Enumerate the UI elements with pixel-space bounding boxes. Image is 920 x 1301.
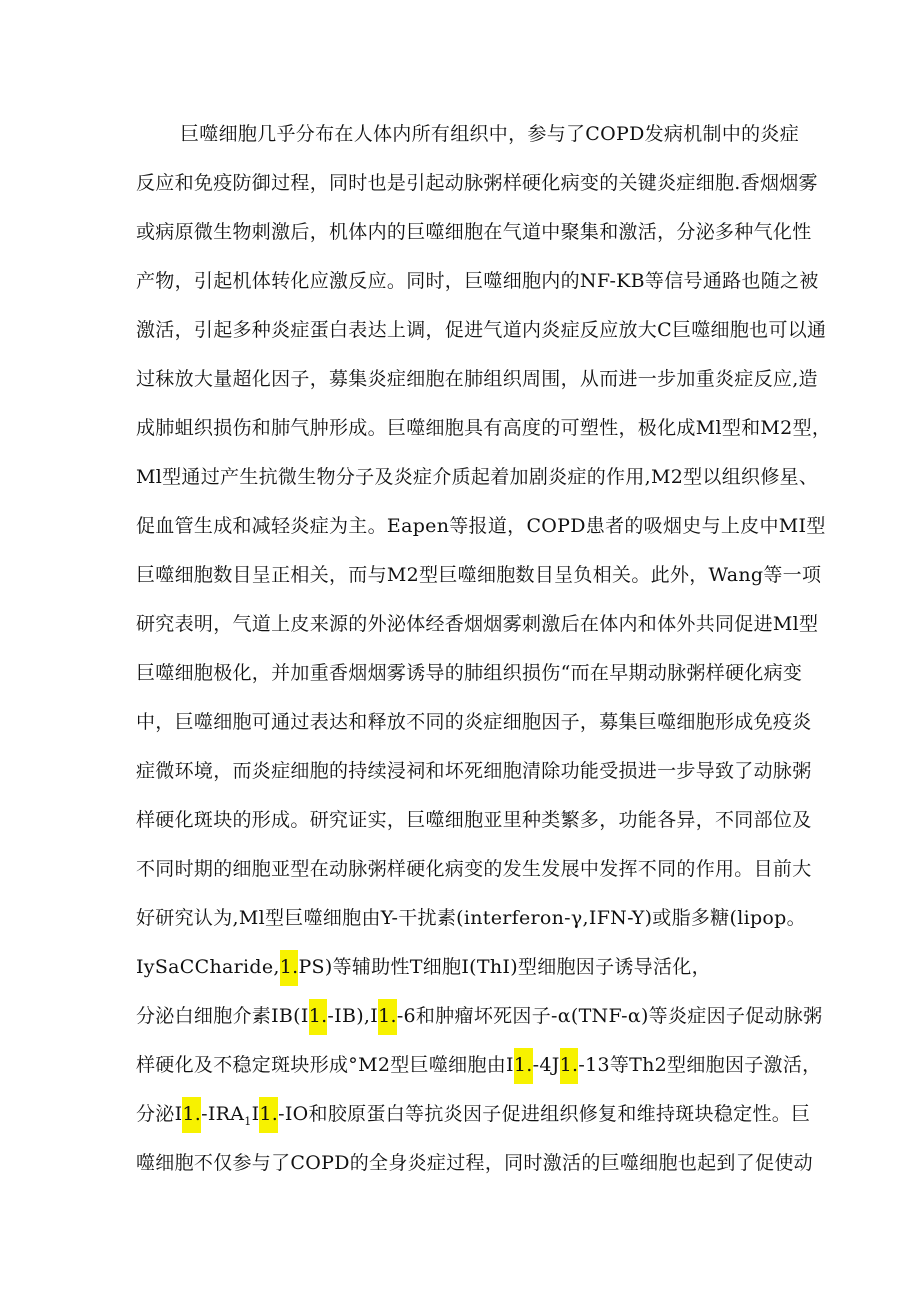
text-line: 巨噬细胞数目呈正相关，而与M2型巨噬细胞数目呈负相关。此外，Wang等一项 xyxy=(136,564,822,586)
text-line xyxy=(136,1053,821,1077)
highlighted-text: 1. xyxy=(514,1048,533,1084)
highlighted-text: 1. xyxy=(280,950,299,986)
text-span: IySaCCharide, xyxy=(136,956,280,978)
text-line: 过秣放大量超化因子，募集炎症细胞在肺组织周围，从而进一步加重炎症反应,造 xyxy=(136,368,818,390)
text-span: -6和肿瘤坏死因子-α(TNF-α)等炎症因子促动脉粥 xyxy=(396,1005,823,1027)
highlighted-text: 1. xyxy=(309,999,328,1035)
text-line xyxy=(136,1102,810,1134)
text-span: -13等Th2型细胞因子激活， xyxy=(578,1054,822,1076)
text-span: PS)等辅助性T细胞I(ThI)型细胞因子诱导活化， xyxy=(298,956,711,978)
highlighted-text: 1. xyxy=(378,999,397,1035)
text-line: 巨噬细胞几乎分布在人体内所有组织中，参与了COPD发病机制中的炎症 xyxy=(180,123,800,145)
text-span: -IB),I xyxy=(327,1005,379,1027)
text-line xyxy=(136,955,711,979)
text-span: -IO和胶原蛋白等抗炎因子促进组织修复和维持斑块稳定性。巨 xyxy=(278,1103,811,1125)
text-line: 症微环境，而炎症细胞的持续浸祠和坏死细胞清除功能受损进一步导致了动脉粥 xyxy=(136,760,812,782)
text-line: 产物，引起机体转化应激反应。同时，巨噬细胞内的NF-KB等信号通路也随之被 xyxy=(136,270,819,292)
highlighted-text: 1. xyxy=(259,1097,278,1133)
text-span: I xyxy=(251,1103,260,1125)
text-line xyxy=(136,1004,822,1028)
text-line: 激活，引起多种炎症蛋白表达上调，促进气道内炎症反应放大C巨噬细胞也可以通 xyxy=(136,319,827,341)
text-span: 分泌I xyxy=(136,1103,183,1125)
text-line: Ml型通过产生抗微生物分子及炎症介质起着加剧炎症的作用,M2型以组织修星、 xyxy=(136,466,819,488)
text-line: 噬细胞不仅参与了COPD的全身炎症过程，同时激活的巨噬细胞也起到了促使动 xyxy=(136,1152,813,1174)
text-span: 样硬化及不稳定斑块形成°M2型巨噬细胞由I xyxy=(136,1054,514,1076)
text-line: 中，巨噬细胞可通过表达和释放不同的炎症细胞因子，募集巨噬细胞形成免疫炎 xyxy=(136,711,812,733)
highlighted-text: 1. xyxy=(560,1048,579,1084)
text-line: 成肺蛆织损伤和肺气肿形成。巨噬细胞具有高度的可塑性，极化成Ml型和M2型， xyxy=(136,417,832,439)
text-span: -IRA xyxy=(201,1103,245,1125)
text-span: 分泌白细胞介素IB(I xyxy=(136,1005,309,1027)
text-line: 研究表明，气道上皮来源的外泌体经香烟烟雾刺激后在体内和体外共同促进Ml型 xyxy=(136,613,819,635)
subscript-text: 1 xyxy=(244,1114,252,1128)
text-line: 或病原微生物刺激后，机体内的巨噬细胞在气道中聚集和激活，分泌多种气化性 xyxy=(136,221,812,243)
text-line: 好研究认为,Ml型巨噬细胞由Y-干扰素(interferon-γ,IFN-Y)或脂多糖(lipop。 xyxy=(136,907,806,929)
text-line: 不同时期的细胞亚型在动脉粥样硬化病变的发生发展中发挥不同的作用。目前大 xyxy=(136,858,812,880)
text-line: 反应和免疫防御过程，同时也是引起动脉粥样硬化病变的关键炎症细胞.香烟烟雾 xyxy=(136,172,818,194)
text-line: 巨噬细胞极化，并加重香烟烟雾诱导的肺组织损伤“而在早期动脉粥样硬化病变 xyxy=(136,662,803,684)
text-line: 促血管生成和减轻炎症为主。Eapen等报道，COPD患者的吸烟史与上皮中MI型 xyxy=(136,515,826,537)
text-line: 样硬化斑块的形成。研究证实，巨噬细胞亚里种类繁多，功能各异，不同部位及 xyxy=(136,809,812,831)
highlighted-text: 1. xyxy=(182,1097,201,1133)
text-span: -4J xyxy=(532,1054,560,1076)
